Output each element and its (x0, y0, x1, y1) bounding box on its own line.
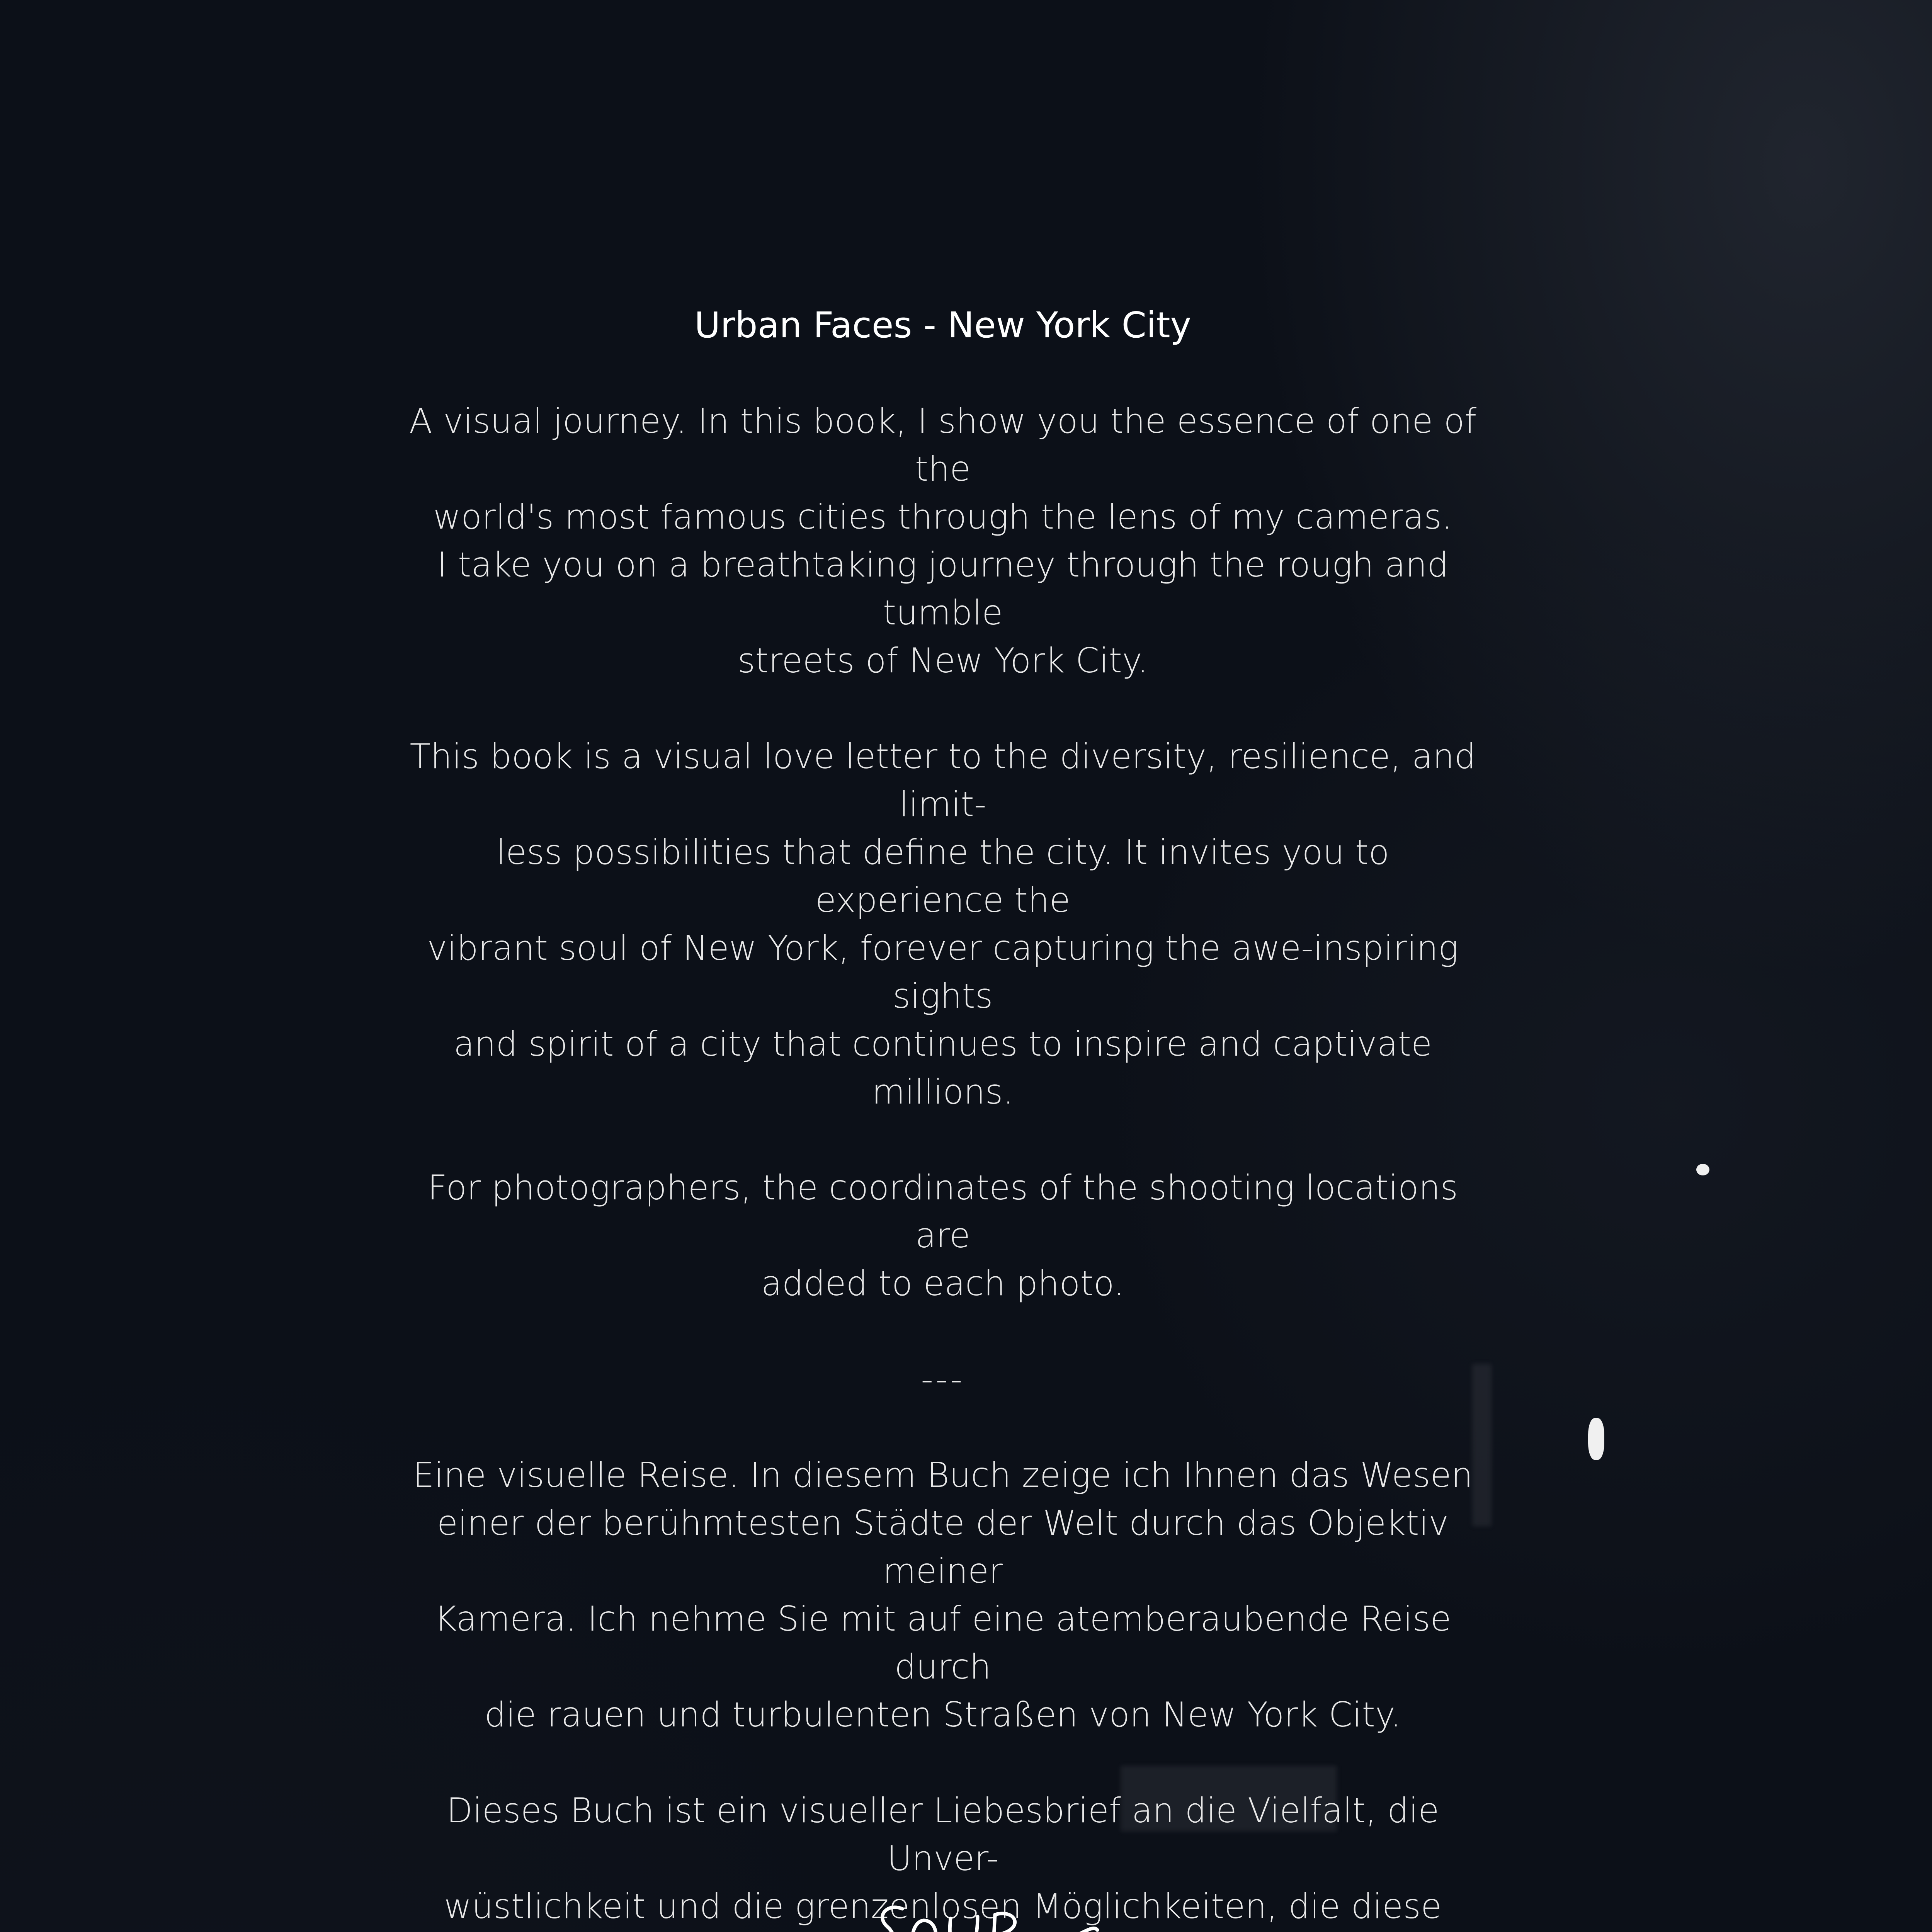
text-line: less possibilities that define the city. It invites you to experience the (496, 832, 1389, 920)
text-line: world's most famous cities through the lens of my cameras. (433, 497, 1452, 537)
text-line: die rauen und turbulenten Straßen von New York City. (484, 1695, 1401, 1735)
book-title: Urban Faces - New York City (694, 304, 1191, 346)
text-line: streets of New York City. (737, 641, 1148, 680)
text-line: I take you on a breathtaking journey through the rough and tumble (437, 545, 1449, 633)
english-paragraph-2 (402, 733, 1484, 1116)
english-paragraph-3 (402, 1164, 1484, 1308)
text-line: added to each photo. (761, 1264, 1125, 1303)
english-paragraph-1 (402, 397, 1484, 685)
light-speck (1696, 1164, 1709, 1175)
text-line: A visual journey. In this book, I show you the essence of one of the (409, 401, 1477, 489)
text-line: einer der berühmtesten Städte der Welt durch das Objektiv meiner (437, 1503, 1449, 1591)
text-line: Eine visuelle Reise. In diesem Buch zeige ich Ihnen das Wesen (413, 1455, 1473, 1495)
sourphisticated-logo (866, 1893, 1105, 1932)
text-line: For photographers, the coordinates of the shooting locations are (427, 1168, 1458, 1255)
text-line: and spirit of a city that continues to inspire and captivate millions. (453, 1024, 1432, 1112)
text-line: Kamera. Ich nehme Sie mit auf eine atemberaubende Reise durch (434, 1599, 1451, 1687)
text-line: wüstlichkeit und die grenzenlosen Möglichkeiten, die diese (444, 1886, 1442, 1926)
back-cover-text (402, 301, 1484, 1932)
text-line: Dieses Buch ist ein visueller Liebesbrief an die Vielfalt, die Unver- (446, 1791, 1439, 1878)
german-paragraph-1 (402, 1451, 1484, 1739)
language-divider: --- (921, 1359, 965, 1399)
light-reflection (1588, 1418, 1604, 1460)
text-line: This book is a visual love letter to the diversity, resilience, and limit- (410, 736, 1476, 824)
text-line: vibrant soul of New York, forever capturing the awe-inspiring sights (427, 928, 1459, 1016)
